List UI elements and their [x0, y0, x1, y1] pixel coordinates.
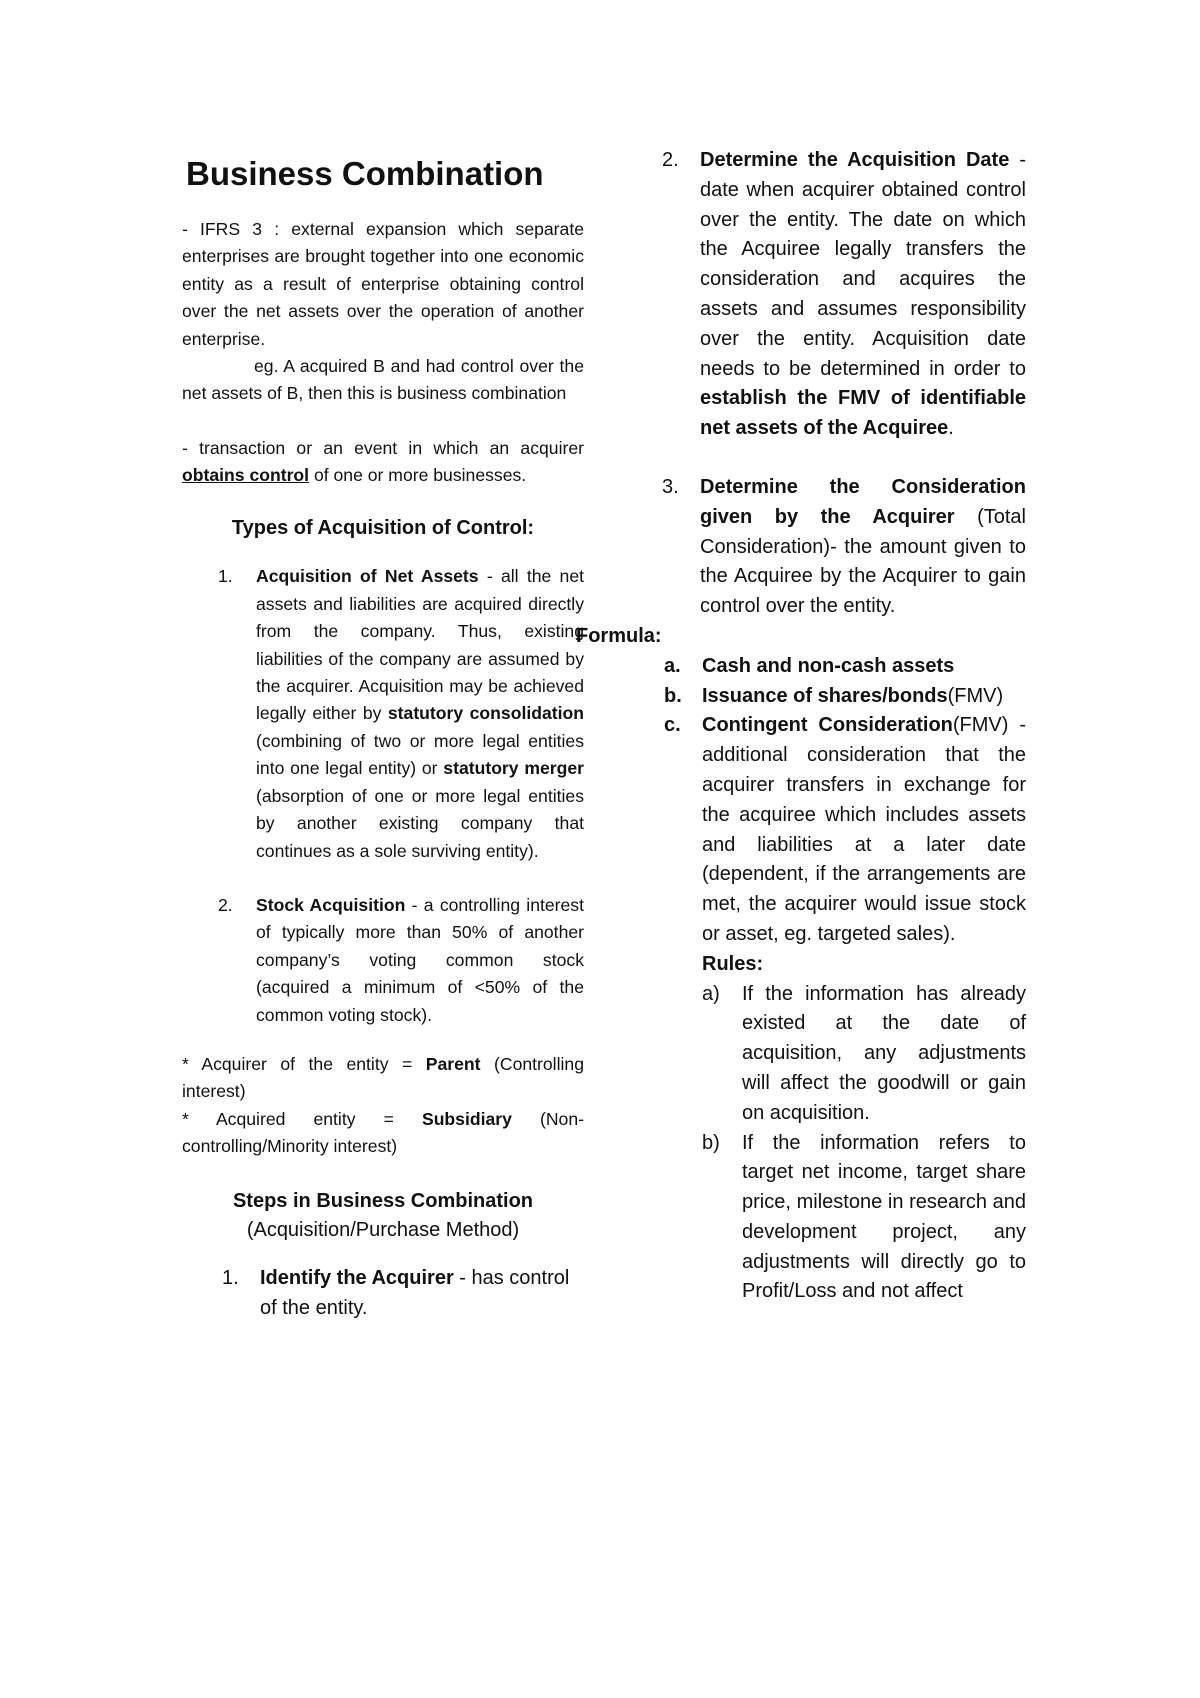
- types-heading: Types of Acquisition of Control:: [231, 516, 535, 539]
- definition-ifrs3: - IFRS 3 : external expansion which separate enterprises are brought together into one economic entity as a result of enterprise obtaining control over the net assets over the operation of another enterprise.: [182, 219, 584, 349]
- definition-example: eg. A acquired B and had control over the net assets of B, then this is business combination: [182, 356, 584, 404]
- formula-label: Formula:: [576, 624, 662, 647]
- step-item-number: 1.: [222, 1267, 239, 1290]
- formula-item-letter: b.: [664, 684, 682, 707]
- rule-item-text: If the information refers to target net income, target share price, milestone in research and development project, any adjustments will directly go to Profit/Loss and not affect: [742, 1131, 1026, 1303]
- parent-note: * Acquirer of the entity = Parent (Controlling interest): [182, 1053, 584, 1102]
- formula-item: [622, 652, 1026, 682]
- rules-label: Rules:: [702, 952, 764, 975]
- rule-item: [622, 980, 1026, 1129]
- type-item-text: Stock Acquisition - a controlling interest of typically more than 50% of another company’s voting common stock (acquired a minimum of <50% of the common voting stock).: [256, 894, 584, 1025]
- steps-subheading: (Acquisition/Purchase Method): [246, 1219, 520, 1242]
- formula-item-text: Contingent Consideration(FMV) - additional consideration that the acquirer transfers in exchange for the acquiree which includes assets and liabilities at a later date (dependent, if the arrangements are met, the acquirer would issue stock or asset, eg. targeted sales).: [702, 714, 1026, 945]
- right-column: [576, 146, 1027, 1307]
- step-item-number: 2.: [662, 149, 679, 171]
- type-item-number: 1.: [218, 566, 233, 587]
- rule-item-letter: b): [702, 1131, 720, 1154]
- definition-transaction-bold: obtains control: [182, 465, 310, 486]
- type-item: [182, 892, 584, 1029]
- rule-item: [622, 1129, 1026, 1308]
- step-item-number: 3.: [662, 475, 679, 498]
- left-column: [182, 146, 584, 1324]
- definition-transaction-post: of one or more businesses.: [309, 465, 527, 486]
- type-item-number: 2.: [218, 894, 233, 915]
- step-item-text: Determine the Consideration given by the Acquirer (Total Consideration)- the amount given to the Acquiree by the Acquirer to gain control over the entity.: [700, 475, 1027, 618]
- step-item-text: Identify the Acquirer - has control of the entity.: [260, 1267, 570, 1319]
- step-item: [622, 146, 1026, 444]
- formula-item-text: Cash and non-cash assets: [702, 654, 955, 677]
- type-item-text: Acquisition of Net Assets - all the net assets and liabilities are acquired directly from the company. Thus, existing liabilities of the company are assumed by the acquirer. Acquisition may be achieved legally either by statutory consolidation (combining of two or more legal entities into one legal entity) or statutory merger (absorption of one or more legal entities by another existing company that continues as a sole surviving entity).: [256, 566, 584, 861]
- page-title: Business Combination: [186, 155, 544, 192]
- step-item: [182, 1264, 584, 1324]
- step-item: [622, 473, 1026, 622]
- steps-heading: Steps in Business Combination: [232, 1189, 534, 1212]
- definition-transaction: [182, 435, 584, 490]
- rule-item-letter: a): [702, 982, 720, 1005]
- type-item: [182, 563, 584, 864]
- rule-item-text: If the information has already existed at the date of acquisition, any adjustments will affect the goodwill or gain on acquisition.: [742, 982, 1026, 1124]
- step-item-text: Determine the Acquisition Date - date when acquirer obtained control over the entity. The date on which the Acquiree legally transfers the consideration and acquires the assets and assumes responsibility over the entity. Acquisition date needs to be determined in order to establish the FMV of identifiable net assets of the Acquiree.: [700, 149, 1026, 440]
- formula-item-letter: c.: [664, 714, 681, 737]
- formula-item-letter: a.: [664, 654, 681, 677]
- subsidiary-note: * Acquired entity = Subsidiary (Non-controlling/Minority interest): [182, 1108, 584, 1157]
- definition-transaction-pre: - transaction or an event in which an acquirer: [182, 437, 584, 458]
- formula-item-text: Issuance of shares/bonds(FMV): [702, 684, 1004, 707]
- formula-item: [622, 711, 1026, 949]
- formula-item: [622, 682, 1026, 712]
